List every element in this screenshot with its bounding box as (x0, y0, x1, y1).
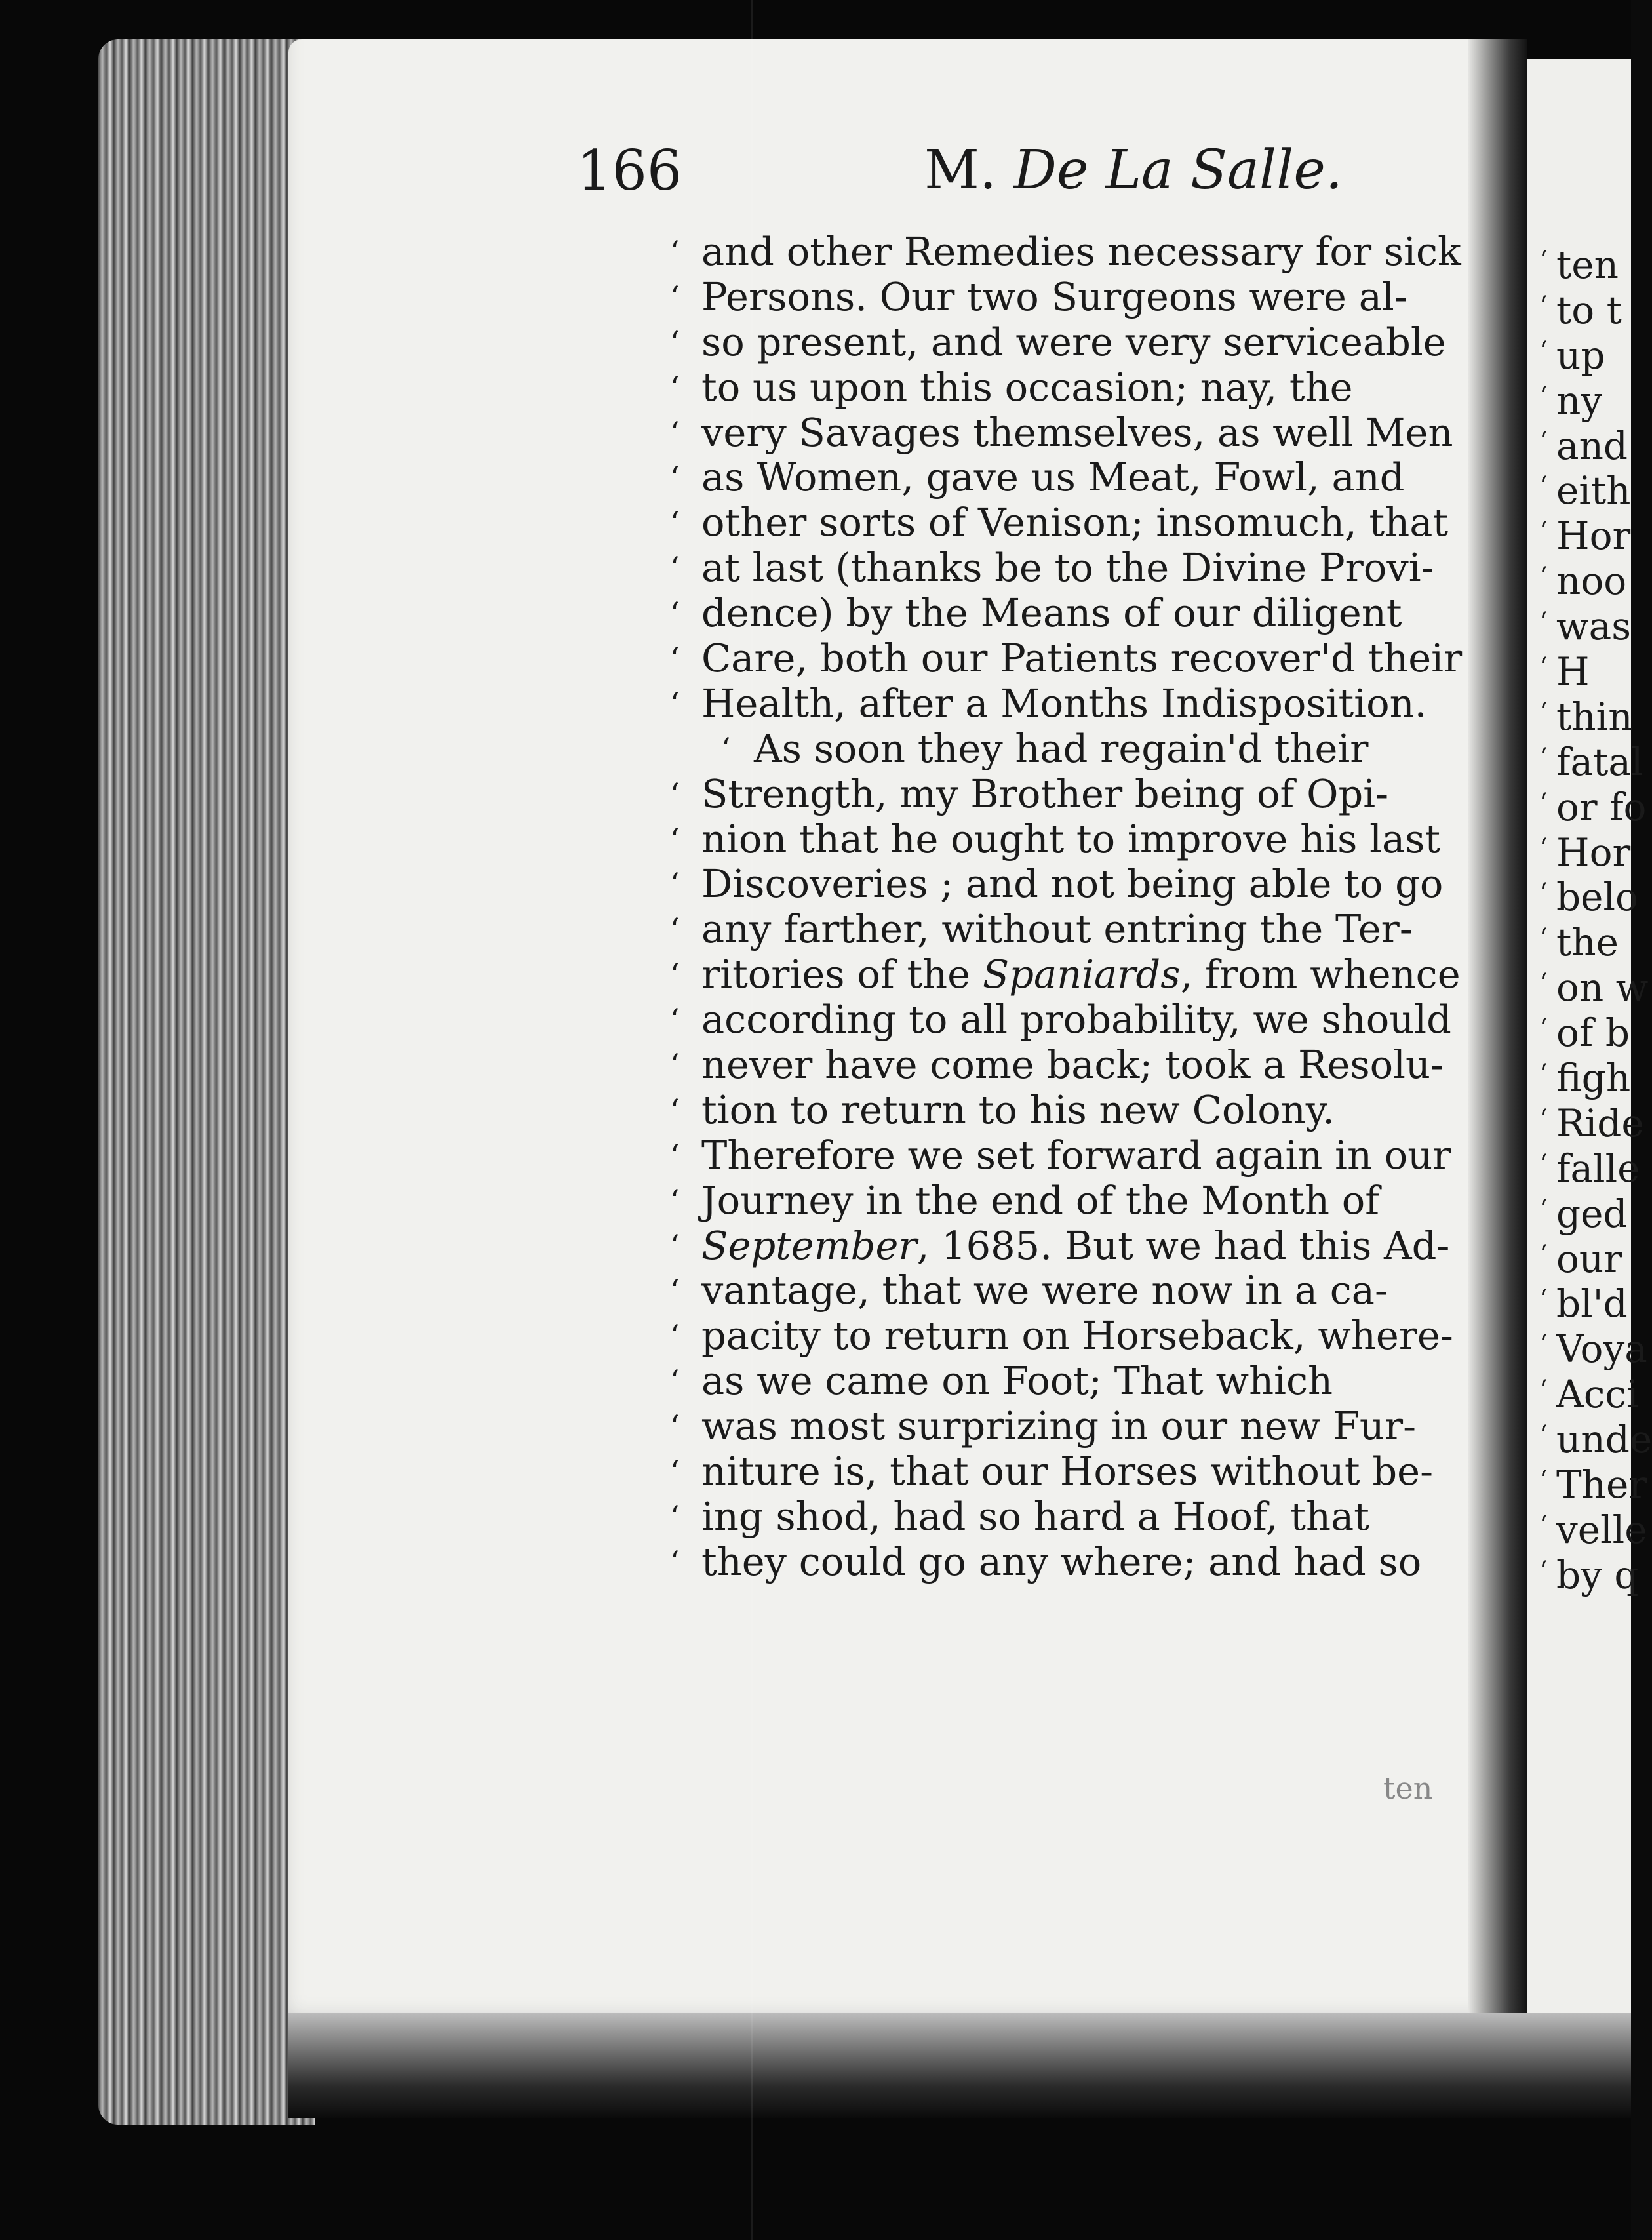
facing-page-line (1541, 333, 1631, 378)
quotation-mark: ‘ (670, 1318, 680, 1354)
quotation-mark: ‘ (670, 595, 680, 631)
quotation-mark: ‘ (670, 279, 680, 315)
quotation-mark: ‘ (670, 460, 680, 496)
facing-page-fragment: Ride (1556, 1100, 1644, 1146)
text-line-content: Strength, my Brother being of Opi- (701, 770, 1389, 816)
quotation-mark: ‘ (1539, 381, 1548, 412)
text-line (670, 319, 1495, 365)
facing-page-line (1539, 1417, 1652, 1462)
quotation-mark: ‘ (1539, 652, 1548, 683)
quotation-mark: ‘ (670, 505, 680, 541)
book-page-edges (98, 39, 315, 2125)
text-line (670, 680, 1495, 727)
text-line-content: was most surprizing in our new Fur- (701, 1403, 1417, 1449)
facing-page-line (1539, 784, 1647, 830)
facing-page-fragment: ny (1556, 378, 1603, 423)
text-line-content: never have come back; took a Resolu- (701, 1042, 1444, 1088)
body-text (670, 229, 1495, 1585)
text-line (670, 951, 1495, 997)
facing-page-fragment: ten (1556, 243, 1619, 287)
text-line-content: Discoveries ; and not being able to go (701, 861, 1444, 907)
facing-page-line (1541, 604, 1631, 649)
quotation-mark: ‘ (1539, 1104, 1548, 1134)
facing-page-line (1541, 920, 1631, 965)
facing-page-fragment: Hor (1556, 513, 1631, 559)
quotation-mark: ‘ (1539, 742, 1548, 773)
quotation-mark: ‘ (670, 1363, 680, 1399)
facing-page-fragment: thin (1556, 694, 1633, 739)
facing-page-line (1541, 1237, 1631, 1282)
facing-page-fragment: by q (1556, 1552, 1639, 1597)
quotation-mark: ‘ (1539, 1420, 1548, 1451)
text-line (670, 545, 1495, 591)
facing-page-fragment: eith (1556, 468, 1631, 513)
facing-page-fragment: our (1556, 1236, 1622, 1281)
quotation-mark: ‘ (1539, 562, 1548, 593)
facing-page-fragment: Acci (1556, 1372, 1639, 1417)
quotation-mark: ‘ (670, 641, 680, 677)
quotation-mark: ‘ (670, 685, 680, 721)
facing-page-line (1539, 739, 1643, 785)
text-line-content: September, 1685. But we had this Ad- (701, 1222, 1450, 1268)
text-line (670, 1493, 1495, 1540)
facing-page-fragment: and (1556, 423, 1628, 468)
facing-page-fragment: belo (1556, 875, 1638, 920)
quotation-mark: ‘ (1539, 1285, 1548, 1315)
text-line-content: to us upon this occasion; nay, the (701, 364, 1353, 410)
text-line (670, 1222, 1495, 1269)
quotation-mark: ‘ (670, 1544, 680, 1580)
text-line (670, 1449, 1495, 1494)
facing-page-fragment: up (1556, 332, 1605, 378)
facing-page-fragment: the (1556, 920, 1619, 965)
facing-page-fragment: velle (1556, 1507, 1647, 1552)
quotation-mark: ‘ (1539, 1555, 1548, 1586)
facing-page-fragment: or fo (1556, 784, 1647, 830)
text-line-content: Health, after a Months Indisposition. (701, 680, 1427, 726)
text-line-content: dence) by the Means of our diligent (701, 590, 1402, 636)
text-line (670, 273, 1495, 320)
quotation-mark: ‘ (670, 866, 680, 902)
text-line-content: Journey in the end of the Month of (701, 1177, 1380, 1223)
quotation-mark: ‘ (670, 776, 680, 812)
facing-page-line (1541, 288, 1631, 333)
text-line (670, 1313, 1495, 1359)
text-line-content: as Women, gave us Meat, Fowl, and (701, 454, 1405, 500)
quotation-mark: ‘ (670, 1498, 680, 1534)
text-line (670, 816, 1495, 862)
facing-page-line (1541, 830, 1631, 875)
text-line-content: other sorts of Venison; insomuch, that (701, 500, 1449, 546)
quotation-mark: ‘ (1539, 833, 1548, 864)
text-line (670, 997, 1495, 1043)
facing-page-line (1539, 1507, 1647, 1553)
running-head-title (924, 138, 1343, 203)
facing-page-fragment: was (1556, 604, 1631, 649)
quotation-mark: ‘ (670, 1047, 680, 1083)
quotation-mark: ‘ (670, 957, 680, 993)
text-line (670, 1268, 1495, 1313)
page-bottom-shadow (288, 2013, 1631, 2118)
text-line-content: Persons. Our two Surgeons were al- (701, 273, 1407, 319)
facing-page-line (1539, 875, 1638, 920)
text-line-content: and other Remedies necessary for sick (701, 229, 1461, 274)
text-line-content: ing shod, had so hard a Hoof, that (701, 1493, 1369, 1539)
text-line (670, 1177, 1495, 1224)
text-line-content: so present, and were very serviceable (701, 319, 1446, 365)
quotation-mark: ‘ (1539, 290, 1548, 321)
quotation-mark: ‘ (1539, 1375, 1548, 1406)
text-line (670, 409, 1495, 456)
facing-page-line (1539, 1146, 1640, 1191)
quotation-mark: ‘ (1539, 788, 1548, 818)
facing-page-line (1541, 649, 1631, 694)
text-line (670, 1132, 1495, 1178)
text-line (670, 1087, 1495, 1133)
quotation-mark: ‘ (670, 1273, 680, 1309)
quotation-mark: ‘ (670, 1137, 680, 1173)
facing-page-line (1541, 468, 1631, 513)
quotation-mark: ‘ (670, 414, 680, 450)
text-line-content: nion that he ought to improve his last (701, 816, 1441, 862)
text-line-content: tion to return to his new Colony. (701, 1087, 1335, 1132)
text-line (670, 906, 1495, 952)
facing-page-fragment: noo (1556, 559, 1627, 604)
quotation-mark: ‘ (1539, 517, 1548, 548)
text-line-content: ritories of the Spaniards, from whence (701, 951, 1461, 997)
facing-page-line (1539, 965, 1649, 1010)
text-line (670, 364, 1495, 410)
facing-page-line (1539, 1327, 1647, 1372)
facing-page-fragment: fatal (1556, 739, 1643, 784)
quotation-mark: ‘ (670, 324, 680, 360)
text-line-content: very Savages themselves, as well Men (701, 409, 1453, 455)
text-line (670, 1042, 1495, 1088)
quotation-mark: ‘ (1539, 1510, 1548, 1541)
facing-page-line (1539, 1462, 1647, 1508)
text-line (670, 770, 1495, 817)
facing-page-line (1541, 378, 1631, 424)
facing-page-line (1541, 513, 1631, 559)
facing-page-fragment: Voya (1556, 1327, 1647, 1372)
facing-page-line (1539, 1372, 1639, 1417)
facing-page-fragment: on w (1556, 965, 1649, 1010)
quotation-mark: ‘ (670, 1182, 680, 1218)
quotation-mark: ‘ (670, 1002, 680, 1038)
running-head-title-italic: De La Salle. (1013, 139, 1343, 201)
facing-page-fragment: Hor (1556, 830, 1631, 875)
text-line-content: any farther, without entring the Ter- (701, 906, 1413, 952)
facing-page-fragment: unde (1556, 1417, 1652, 1462)
quotation-mark: ‘ (1539, 697, 1548, 728)
running-head (577, 138, 1343, 203)
quotation-mark: ‘ (670, 369, 680, 405)
quotation-mark: ‘ (670, 1409, 680, 1445)
text-line (670, 861, 1495, 907)
quotation-mark: ‘ (1539, 607, 1548, 638)
quotation-mark: ‘ (1539, 1466, 1548, 1496)
quotation-mark: ‘ (1539, 1239, 1548, 1270)
text-line-content: Care, both our Patients recover'd their (701, 635, 1463, 681)
quotation-mark: ‘ (1539, 1194, 1548, 1225)
text-line-content: they could go any where; and had so (701, 1538, 1422, 1584)
text-line (670, 500, 1495, 546)
quotation-mark: ‘ (1539, 426, 1548, 457)
facing-page-line (1541, 243, 1631, 288)
facing-page-line (1539, 1552, 1639, 1598)
text-line (670, 635, 1495, 681)
facing-page-fragment: figh (1556, 1056, 1631, 1101)
text-line-content: niture is, that our Horses without be- (701, 1449, 1434, 1494)
quotation-mark: ‘ (670, 1092, 680, 1128)
text-line-content: vantage, that we were now in a ca- (701, 1268, 1388, 1313)
quotation-mark: ‘ (670, 1454, 680, 1490)
catchword: ten (1383, 1770, 1433, 1806)
quotation-mark: ‘ (670, 911, 680, 948)
facing-page-line (1541, 559, 1631, 604)
page-number: 166 (577, 138, 682, 203)
facing-page-line (1541, 1010, 1631, 1056)
text-line-content: as we came on Foot; That which (701, 1358, 1333, 1404)
facing-page-fragment: falle (1556, 1146, 1640, 1191)
quotation-mark: ‘ (670, 821, 680, 857)
facing-page-line (1539, 1100, 1644, 1146)
text-line (670, 1538, 1495, 1585)
quotation-mark: ‘ (1539, 969, 1548, 999)
quotation-mark: ‘ (670, 234, 680, 270)
quotation-mark: ‘ (1539, 1014, 1548, 1045)
quotation-mark: ‘ (1539, 1149, 1548, 1180)
facing-page-fragment: of b (1556, 1010, 1630, 1056)
facing-page-line (1541, 424, 1631, 469)
running-head-title-roman: M. (924, 139, 997, 201)
facing-page-line (1541, 1191, 1631, 1237)
text-line (670, 454, 1495, 500)
quotation-mark: ‘ (1539, 1330, 1548, 1361)
text-line (670, 590, 1495, 636)
text-line-content: at last (thanks be to the Divine Provi- (701, 545, 1434, 591)
quotation-mark: ‘ (670, 550, 680, 586)
text-line-content: pacity to return on Horseback, where- (701, 1313, 1453, 1359)
quotation-mark: ‘ (1539, 246, 1548, 276)
quotation-mark: ‘ (721, 730, 731, 767)
text-line-content: As soon they had regain'd their (754, 725, 1369, 771)
facing-page-fragment: H (1556, 649, 1590, 694)
quotation-mark: ‘ (670, 1228, 680, 1264)
quotation-mark: ‘ (1539, 923, 1548, 954)
text-line (670, 1358, 1495, 1404)
facing-page-fragment: to t (1556, 287, 1622, 332)
facing-page-fragment: ged (1556, 1191, 1628, 1236)
text-line-content: Therefore we set forward again in our (701, 1132, 1451, 1178)
quotation-mark: ‘ (1539, 336, 1548, 367)
quotation-mark: ‘ (1539, 471, 1548, 502)
facing-page-line (1541, 694, 1631, 740)
text-line (701, 727, 1495, 772)
facing-page-fragment: Ther (1556, 1462, 1647, 1508)
facing-page-text (1539, 243, 1652, 1598)
text-line (670, 1403, 1495, 1449)
quotation-mark: ‘ (1539, 1059, 1548, 1090)
quotation-mark: ‘ (1539, 878, 1548, 909)
facing-page-line (1541, 1281, 1631, 1327)
text-line (670, 229, 1495, 275)
facing-page-line (1541, 1056, 1631, 1101)
text-line-content: according to all probability, we should (701, 997, 1451, 1043)
facing-page-fragment: bl'd (1556, 1281, 1628, 1327)
